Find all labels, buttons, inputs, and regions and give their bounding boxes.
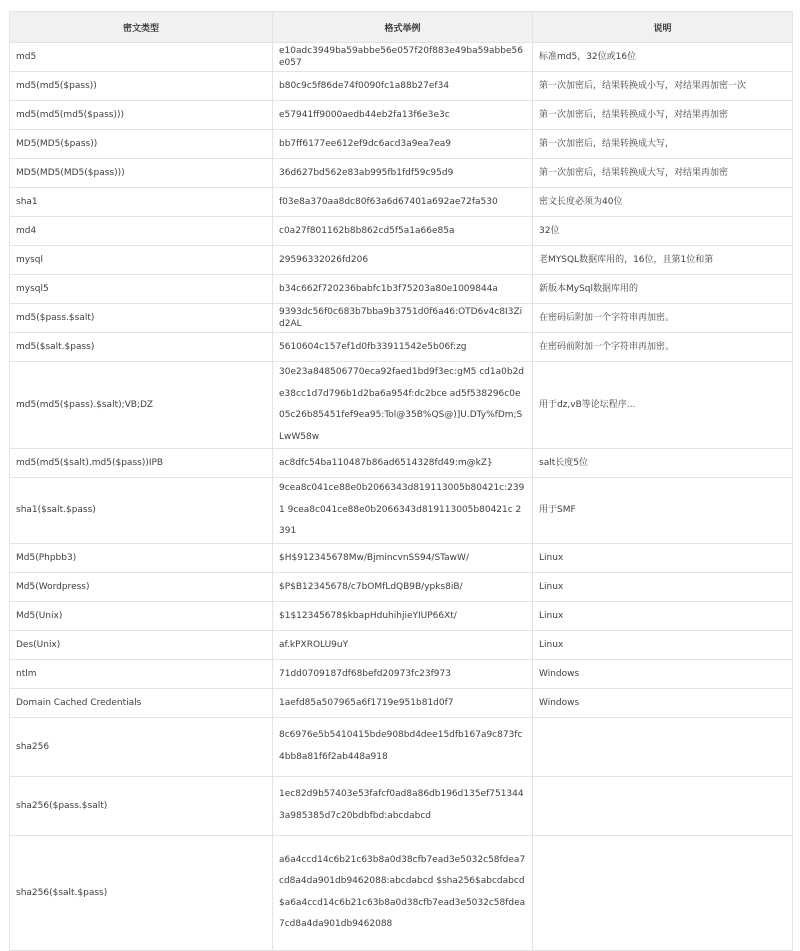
cell-cipher-type: md5(md5($pass)) xyxy=(10,72,273,101)
cell-format-example: e10adc3949ba59abbe56e057f20f883e49ba59abbe56e057 xyxy=(273,43,533,72)
cell-description: 在密码前附加一个字符串再加密。 xyxy=(533,333,793,362)
cell-description: 新版本MySql数据库用的 xyxy=(533,275,793,304)
cell-description: salt长度5位 xyxy=(533,449,793,478)
cell-cipher-type: Des(Unix) xyxy=(10,630,273,659)
cipher-table xyxy=(9,11,793,951)
cell-description: 第一次加密后，结果转换成大写，对结果再加密 xyxy=(533,159,793,188)
table-row xyxy=(10,478,793,544)
cell-format-example: 71dd0709187df68befd20973fc23f973 xyxy=(273,659,533,688)
cell-format-example xyxy=(273,717,533,776)
table-row xyxy=(10,217,793,246)
cell-format-example xyxy=(273,776,533,835)
cell-format-example: $1$12345678$kbapHduhihjieYIUP66Xt/ xyxy=(273,601,533,630)
cell-cipher-type: md5($salt.$pass) xyxy=(10,333,273,362)
cell-cipher-type: ntlm xyxy=(10,659,273,688)
table-row xyxy=(10,659,793,688)
table-row xyxy=(10,717,793,776)
cell-format-example xyxy=(273,835,533,950)
cell-description: Linux xyxy=(533,572,793,601)
table-row xyxy=(10,101,793,130)
table-header-row xyxy=(10,12,793,43)
cell-cipher-type: md5(md5(md5($pass))) xyxy=(10,101,273,130)
header-description: 说明 xyxy=(533,12,793,43)
cell-description xyxy=(533,835,793,950)
cell-description: 第一次加密后，结果转换成小写，对结果再加密一次 xyxy=(533,72,793,101)
cell-cipher-type: mysql xyxy=(10,246,273,275)
table-row xyxy=(10,688,793,717)
cell-format-example: 9393dc56f0c683b7bba9b3751d0f6a46:OTD6v4c8I3Zid2AL xyxy=(273,304,533,333)
cell-cipher-type: sha256 xyxy=(10,717,273,776)
cell-format-example: f03e8a370aa8dc80f63a6d67401a692ae72fa530 xyxy=(273,188,533,217)
cipher-table-container xyxy=(9,11,792,951)
cell-format-example: $H$912345678Mw/BjmincvnSS94/STawW/ xyxy=(273,543,533,572)
table-row xyxy=(10,130,793,159)
example-text: 9cea8c041ce88e0b2066343d819113005b80421c:2391 9cea8c041ce88e0b2066343d819113005b80421c 2391 xyxy=(279,483,525,536)
cell-format-example: b80c9c5f86de74f0090fc1a88b27ef34 xyxy=(273,72,533,101)
table-row xyxy=(10,72,793,101)
cell-format-example: af.kPXROLU9uY xyxy=(273,630,533,659)
cell-cipher-type: Domain Cached Credentials xyxy=(10,688,273,717)
cell-description: 老MYSQL数据库用的，16位，且第1位和第 xyxy=(533,246,793,275)
cell-description: Linux xyxy=(533,601,793,630)
cell-description: Linux xyxy=(533,543,793,572)
table-row xyxy=(10,543,793,572)
cell-cipher-type: md5(md5($salt).md5($pass))IPB xyxy=(10,449,273,478)
cell-cipher-type: md4 xyxy=(10,217,273,246)
cell-format-example: c0a27f801162b8b862cd5f5a1a66e85a xyxy=(273,217,533,246)
header-format-example: 格式举例 xyxy=(273,12,533,43)
cell-format-example: e57941ff9000aedb44eb2fa13f6e3e3c xyxy=(273,101,533,130)
cell-description: 32位 xyxy=(533,217,793,246)
table-row xyxy=(10,572,793,601)
cell-cipher-type: md5(md5($pass).$salt);VB;DZ xyxy=(10,362,273,449)
cell-description: Windows xyxy=(533,659,793,688)
cell-cipher-type: Md5(Phpbb3) xyxy=(10,543,273,572)
table-row xyxy=(10,776,793,835)
header-cipher-type: 密文类型 xyxy=(10,12,273,43)
cell-cipher-type: Md5(Unix) xyxy=(10,601,273,630)
cell-description: 用于dz,vB等论坛程序... xyxy=(533,362,793,449)
cell-description: 用于SMF xyxy=(533,478,793,544)
cell-cipher-type: Md5(Wordpress) xyxy=(10,572,273,601)
cell-format-example: 29596332026fd206 xyxy=(273,246,533,275)
cell-description: Windows xyxy=(533,688,793,717)
cell-cipher-type: mysql5 xyxy=(10,275,273,304)
cell-description: 在密码后附加一个字符串再加密。 xyxy=(533,304,793,333)
cell-cipher-type: sha256($salt.$pass) xyxy=(10,835,273,950)
cell-description: 标准md5，32位或16位 xyxy=(533,43,793,72)
table-row xyxy=(10,601,793,630)
cell-cipher-type: md5 xyxy=(10,43,273,72)
cell-format-example xyxy=(273,478,533,544)
cell-cipher-type: MD5(MD5($pass)) xyxy=(10,130,273,159)
cell-format-example: 1aefd85a507965a6f1719e951b81d0f7 xyxy=(273,688,533,717)
table-row xyxy=(10,449,793,478)
cell-cipher-type: MD5(MD5(MD5($pass))) xyxy=(10,159,273,188)
cell-description xyxy=(533,776,793,835)
example-text: 30e23a848506770eca92faed1bd9f3ec:gM5 cd1a0b2de38cc1d7d796b1d2ba6a954f:dc2bce ad5f538296c0e05c26b85451fef9ea95:Tol@35B%QS@)]U.DTy%fDm;SLwW58w xyxy=(279,367,525,442)
table-row xyxy=(10,362,793,449)
cell-cipher-type: sha256($pass.$salt) xyxy=(10,776,273,835)
table-row xyxy=(10,159,793,188)
cell-format-example: 5610604c157ef1d0fb33911542e5b06f:zg xyxy=(273,333,533,362)
cell-cipher-type: md5($pass.$salt) xyxy=(10,304,273,333)
example-text: 1ec82d9b57403e53fafcf0ad8a86db196d135ef7513443a985385d7c20bdbfbd:abcdabcd xyxy=(279,789,524,821)
cell-cipher-type: sha1($salt.$pass) xyxy=(10,478,273,544)
table-row xyxy=(10,275,793,304)
cell-description: 密文长度必须为40位 xyxy=(533,188,793,217)
cell-format-example: $P$B12345678/c7bOMfLdQB9B/ypks8iB/ xyxy=(273,572,533,601)
table-row xyxy=(10,246,793,275)
example-text: a6a4ccd14c6b21c63b8a0d38cfb7ead3e5032c58fdea7cd8a4da901db9462088:abcdabcd $sha256$abcdabcd$a6a4ccd14c6b21c63b8a0d38cfb7ead3e5032c58fdea7cd8a4da901db9462088 xyxy=(279,854,526,929)
cell-format-example: ac8dfc54ba110487b86ad6514328fd49:m@kZ} xyxy=(273,449,533,478)
table-row xyxy=(10,304,793,333)
table-row xyxy=(10,333,793,362)
cell-format-example: 36d627bd562e83ab995fb1fdf59c95d9 xyxy=(273,159,533,188)
cell-format-example: b34c662f720236babfc1b3f75203a80e1009844a xyxy=(273,275,533,304)
cell-format-example: bb7ff6177ee612ef9dc6acd3a9ea7ea9 xyxy=(273,130,533,159)
example-text: 8c6976e5b5410415bde908bd4dee15dfb167a9c873fc4bb8a81f6f2ab448a918 xyxy=(279,730,523,762)
cell-format-example xyxy=(273,362,533,449)
cell-description: Linux xyxy=(533,630,793,659)
table-row xyxy=(10,630,793,659)
cell-description xyxy=(533,717,793,776)
cell-description: 第一次加密后，结果转换成大写， xyxy=(533,130,793,159)
table-row xyxy=(10,835,793,950)
cell-description: 第一次加密后，结果转换成小写，对结果再加密 xyxy=(533,101,793,130)
cell-cipher-type: sha1 xyxy=(10,188,273,217)
table-row xyxy=(10,188,793,217)
table-row xyxy=(10,43,793,72)
